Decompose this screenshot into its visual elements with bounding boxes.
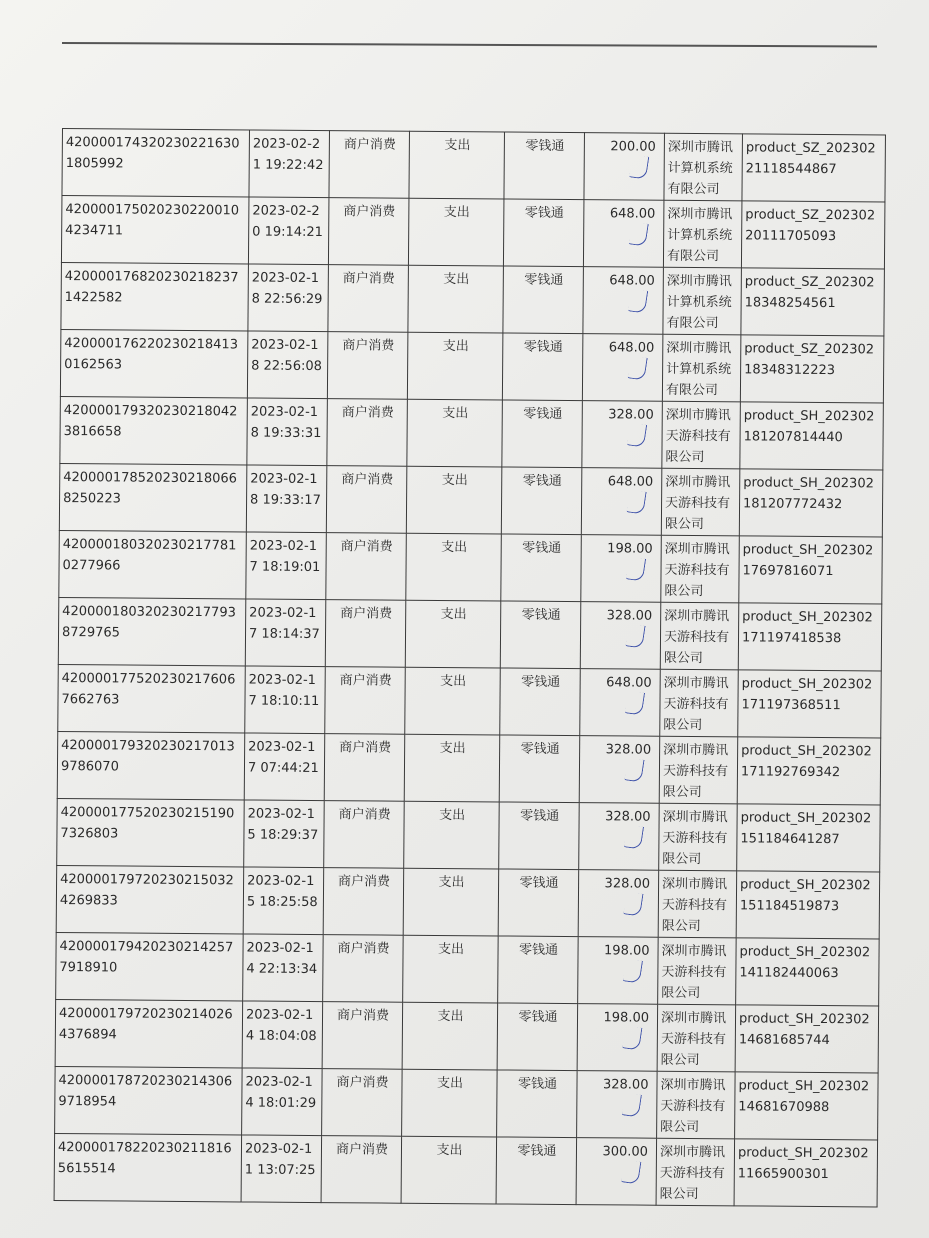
table-row — [60, 329, 884, 402]
transaction-id-cell: 4200001794202302142577918910 — [56, 932, 244, 1000]
direction-cell: 支出 — [407, 332, 503, 400]
direction-cell: 支出 — [406, 533, 502, 601]
transaction-id-cell: 4200001787202302143069718954 — [55, 1066, 243, 1134]
check-mark-icon — [624, 757, 644, 782]
amount-cell — [576, 1138, 657, 1206]
amount-cell — [577, 1004, 658, 1072]
product-cell: product_SH_202302181207814440 — [740, 402, 884, 470]
check-mark-icon — [626, 489, 646, 514]
method-cell: 零钱通 — [497, 1070, 578, 1138]
amount-cell — [579, 803, 660, 871]
time-cell: 2023-02-17 07:44:21 — [244, 733, 325, 801]
type-cell: 商户消费 — [326, 466, 407, 534]
table-row — [56, 865, 880, 938]
time-cell: 2023-02-18 19:33:31 — [247, 398, 328, 466]
amount-value: 328.00 — [605, 809, 651, 825]
amount-cell — [581, 535, 662, 603]
transaction-id-cell: 4200001797202302140264376894 — [55, 999, 243, 1067]
type-cell: 商户消费 — [325, 600, 406, 668]
amount-cell — [578, 937, 659, 1005]
table-row — [60, 396, 884, 469]
product-cell: product_SZ_20230220111705093 — [741, 201, 885, 269]
direction-cell: 支出 — [405, 667, 501, 735]
type-cell: 商户消费 — [321, 1136, 402, 1204]
transaction-id-cell: 4200001768202302182371422582 — [61, 262, 249, 330]
method-cell: 零钱通 — [498, 936, 579, 1004]
table-row — [56, 932, 880, 1005]
merchant-cell: 深圳市腾讯天游科技有限公司 — [657, 1071, 736, 1139]
product-cell: product_SH_202302171192769342 — [737, 737, 881, 805]
amount-value: 648.00 — [606, 675, 652, 691]
time-cell: 2023-02-14 18:04:08 — [242, 1001, 323, 1069]
amount-cell — [582, 334, 663, 402]
time-cell: 2023-02-14 18:01:29 — [242, 1068, 323, 1136]
method-cell: 零钱通 — [503, 199, 584, 267]
type-cell: 商户消费 — [323, 935, 404, 1003]
method-cell: 零钱通 — [501, 467, 582, 535]
direction-cell: 支出 — [402, 1002, 498, 1070]
transaction-rows — [54, 129, 885, 1207]
direction-cell: 支出 — [408, 198, 504, 266]
product-cell: product_SH_202302181207772432 — [739, 469, 883, 537]
table-row — [57, 731, 881, 804]
direction-cell: 支出 — [404, 734, 500, 802]
amount-value: 648.00 — [609, 206, 656, 222]
check-mark-icon — [622, 1025, 642, 1050]
type-cell: 商户消费 — [322, 1069, 403, 1137]
check-mark-icon — [627, 422, 647, 447]
direction-cell: 支出 — [403, 935, 499, 1003]
table-row — [57, 798, 881, 871]
time-cell: 2023-02-17 18:14:37 — [245, 599, 326, 667]
amount-value: 198.00 — [603, 943, 650, 959]
table-row — [54, 1133, 878, 1206]
merchant-cell: 深圳市腾讯天游科技有限公司 — [657, 1004, 736, 1072]
check-mark-icon — [622, 1092, 642, 1117]
method-cell: 零钱通 — [498, 869, 579, 937]
transaction-id-cell: 4200001775202302176067662763 — [58, 664, 246, 732]
amount-value: 648.00 — [609, 273, 655, 289]
check-mark-icon — [624, 824, 644, 849]
direction-cell: 支出 — [409, 131, 505, 199]
merchant-cell: 深圳市腾讯计算机系统有限公司 — [662, 334, 741, 402]
amount-cell — [579, 736, 660, 804]
amount-cell — [581, 468, 662, 536]
check-mark-icon — [629, 154, 649, 179]
amount-value: 198.00 — [607, 541, 653, 557]
transaction-id-cell: 4200001775202302151907326803 — [57, 798, 245, 866]
check-mark-icon — [621, 1159, 641, 1184]
transaction-id-cell: 4200001803202302177810277966 — [59, 530, 247, 598]
method-cell: 零钱通 — [501, 534, 582, 602]
amount-value: 200.00 — [610, 139, 656, 155]
merchant-cell: 深圳市腾讯天游科技有限公司 — [658, 937, 737, 1005]
merchant-cell: 深圳市腾讯计算机系统有限公司 — [663, 200, 742, 268]
merchant-cell: 深圳市腾讯天游科技有限公司 — [656, 1138, 735, 1206]
product-cell: product_SH_202302151184519873 — [736, 871, 880, 939]
check-mark-icon — [628, 288, 648, 313]
product-cell: product_SH_20230214681685744 — [735, 1005, 879, 1073]
product-cell: product_SH_202302171197418538 — [738, 603, 882, 671]
direction-cell: 支出 — [402, 1069, 498, 1137]
table-row — [62, 129, 886, 202]
table-row — [61, 196, 885, 269]
merchant-cell: 深圳市腾讯天游科技有限公司 — [659, 736, 738, 804]
time-cell: 2023-02-21 19:22:42 — [249, 130, 330, 198]
product-cell: product_SH_20230211665900301 — [734, 1139, 878, 1207]
time-cell: 2023-02-18 19:33:17 — [246, 465, 327, 533]
direction-cell: 支出 — [405, 600, 501, 668]
time-cell: 2023-02-18 22:56:08 — [247, 331, 328, 399]
amount-cell — [578, 870, 659, 938]
type-cell: 商户消费 — [322, 1002, 403, 1070]
amount-value: 328.00 — [602, 1077, 649, 1093]
check-mark-icon — [628, 355, 648, 380]
transaction-id-cell: 4200001782202302118165615514 — [54, 1133, 242, 1201]
method-cell: 零钱通 — [500, 668, 581, 736]
amount-cell — [577, 1071, 658, 1139]
method-cell: 零钱通 — [496, 1137, 577, 1205]
check-mark-icon — [623, 958, 643, 983]
amount-value: 648.00 — [607, 474, 654, 490]
direction-cell: 支出 — [406, 466, 502, 534]
transaction-id-cell: 4200001762202302184130162563 — [60, 329, 248, 397]
amount-cell — [582, 401, 663, 469]
method-cell: 零钱通 — [500, 601, 581, 669]
product-cell: product_SZ_20230221118544867 — [742, 134, 886, 202]
merchant-cell: 深圳市腾讯天游科技有限公司 — [661, 535, 740, 603]
direction-cell: 支出 — [408, 265, 504, 333]
amount-value: 328.00 — [606, 608, 653, 624]
check-mark-icon — [623, 891, 643, 916]
amount-value: 198.00 — [603, 1010, 650, 1026]
merchant-cell: 深圳市腾讯天游科技有限公司 — [660, 602, 739, 670]
table-row — [61, 262, 885, 335]
type-cell: 商户消费 — [326, 533, 407, 601]
time-cell: 2023-02-14 22:13:34 — [243, 934, 324, 1002]
amount-cell — [583, 267, 664, 335]
amount-cell — [580, 602, 661, 670]
amount-cell — [583, 200, 664, 268]
transaction-id-cell: 4200001803202302177938729765 — [58, 597, 246, 665]
direction-cell: 支出 — [401, 1136, 497, 1204]
type-cell: 商户消费 — [323, 868, 404, 936]
table-row — [59, 530, 883, 603]
transaction-id-cell: 4200001797202302150324269833 — [56, 865, 244, 933]
transaction-id-cell: 4200001793202302180423816658 — [60, 396, 248, 464]
table-row — [58, 664, 882, 737]
merchant-cell: 深圳市腾讯天游科技有限公司 — [661, 468, 740, 536]
transaction-id-cell: 4200001743202302216301805992 — [62, 129, 250, 197]
amount-value: 300.00 — [602, 1144, 649, 1160]
amount-value: 648.00 — [608, 340, 655, 356]
merchant-cell: 深圳市腾讯计算机系统有限公司 — [664, 133, 743, 201]
transaction-table — [54, 128, 886, 1207]
time-cell: 2023-02-20 19:14:21 — [248, 197, 329, 265]
transaction-sheet — [54, 128, 886, 1207]
method-cell: 零钱通 — [499, 735, 580, 803]
merchant-cell: 深圳市腾讯天游科技有限公司 — [658, 870, 737, 938]
type-cell: 商户消费 — [327, 332, 408, 400]
table-row — [58, 597, 882, 670]
type-cell: 商户消费 — [328, 198, 409, 266]
amount-value: 328.00 — [608, 407, 654, 423]
table-row — [55, 999, 879, 1072]
header-rule — [62, 42, 877, 48]
check-mark-icon — [625, 690, 645, 715]
time-cell: 2023-02-18 22:56:29 — [248, 264, 329, 332]
product-cell: product_SZ_20230218348312223 — [740, 335, 884, 403]
method-cell: 零钱通 — [503, 266, 584, 334]
time-cell: 2023-02-15 18:29:37 — [244, 800, 325, 868]
time-cell: 2023-02-17 18:19:01 — [246, 532, 327, 600]
method-cell: 零钱通 — [499, 802, 580, 870]
table-row — [59, 463, 883, 536]
method-cell: 零钱通 — [502, 333, 583, 401]
product-cell: product_SH_20230217697816071 — [739, 536, 883, 604]
time-cell: 2023-02-17 18:10:11 — [245, 666, 326, 734]
direction-cell: 支出 — [407, 399, 503, 467]
check-mark-icon — [625, 623, 645, 648]
product-cell: product_SH_202302141182440063 — [736, 938, 880, 1006]
check-mark-icon — [629, 221, 649, 246]
time-cell: 2023-02-15 18:25:58 — [243, 867, 324, 935]
check-mark-icon — [626, 556, 646, 581]
transaction-id-cell: 4200001793202302170139786070 — [57, 731, 245, 799]
amount-cell — [580, 669, 661, 737]
type-cell: 商户消费 — [329, 131, 410, 199]
product-cell: product_SH_202302151184641287 — [737, 804, 881, 872]
merchant-cell: 深圳市腾讯计算机系统有限公司 — [663, 267, 742, 335]
type-cell: 商户消费 — [324, 801, 405, 869]
type-cell: 商户消费 — [328, 265, 409, 333]
product-cell: product_SH_20230214681670988 — [735, 1072, 879, 1140]
type-cell: 商户消费 — [325, 667, 406, 735]
method-cell: 零钱通 — [497, 1003, 578, 1071]
merchant-cell: 深圳市腾讯天游科技有限公司 — [660, 669, 739, 737]
time-cell: 2023-02-11 13:07:25 — [241, 1135, 322, 1203]
table-row — [55, 1066, 879, 1139]
direction-cell: 支出 — [403, 868, 499, 936]
product-cell: product_SZ_20230218348254561 — [741, 268, 885, 336]
merchant-cell: 深圳市腾讯天游科技有限公司 — [662, 401, 741, 469]
transaction-id-cell: 4200001785202302180668250223 — [59, 463, 247, 531]
merchant-cell: 深圳市腾讯天游科技有限公司 — [659, 803, 738, 871]
amount-value: 328.00 — [604, 876, 651, 892]
method-cell: 零钱通 — [504, 132, 585, 200]
amount-value: 328.00 — [605, 742, 652, 758]
type-cell: 商户消费 — [327, 399, 408, 467]
product-cell: product_SH_202302171197368511 — [738, 670, 882, 738]
type-cell: 商户消费 — [324, 734, 405, 802]
transaction-id-cell: 4200001750202302200104234711 — [61, 196, 249, 264]
direction-cell: 支出 — [404, 801, 500, 869]
method-cell: 零钱通 — [502, 400, 583, 468]
amount-cell — [584, 133, 665, 201]
